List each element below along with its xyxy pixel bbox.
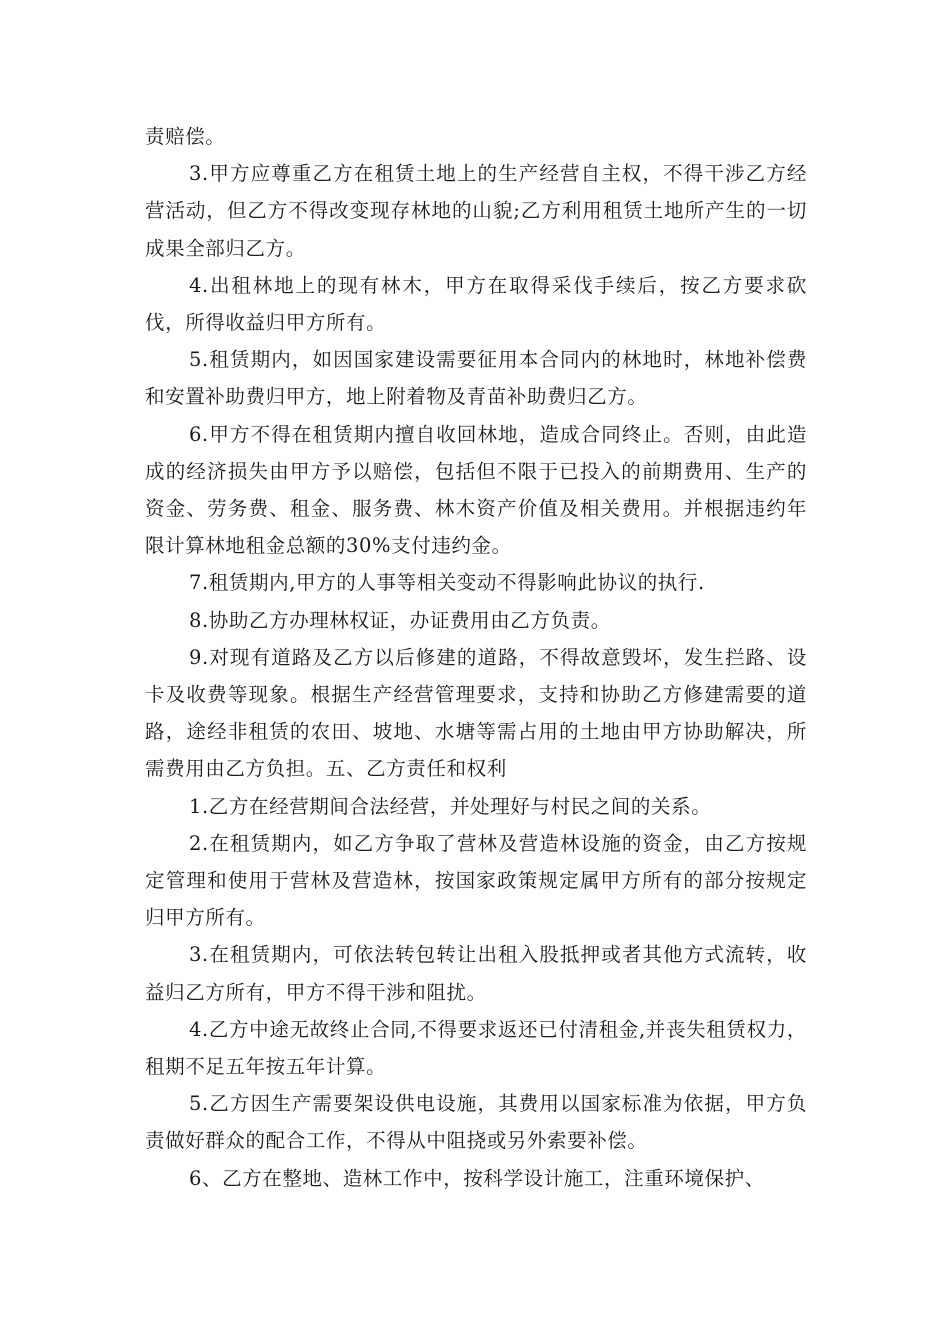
clause-4-8: 8.协助乙方办理林权证，办证费用由乙方负责。 xyxy=(189,608,611,632)
clause-5-3: 3.在租赁期内，可依法转包转让出租入股抵押或者其他方式流转，收益归乙方所有，甲方不得干涉和阻扰。 xyxy=(145,943,807,1004)
clause-4-4: 4.出租林地上的现有林木，甲方在取得采伐手续后，按乙方要求砍伐，所得收益归甲方所有。 xyxy=(145,273,807,335)
paragraph-continuation: 责赔偿。 xyxy=(145,125,226,148)
clause-5-6: 6、乙方在整地、造林工作中，按科学设计施工，注重环境保护、 xyxy=(189,1166,765,1190)
clause-5-5: 5.乙方因生产需要架设供电设施，其费用以国家标准为依据，甲方负责做好群众的配合工作，不得从中阻挠或另外索要补偿。 xyxy=(145,1092,807,1153)
clause-5-1: 1.乙方在经营期间合法经营，并处理好与村民之间的关系。 xyxy=(189,794,712,818)
clause-5-2: 2.在租赁期内，如乙方争取了营林及营造林设施的资金，由乙方按规定管理和使用于营林及营造林，按国家政策规定属甲方所有的部分按规定归甲方所有。 xyxy=(145,831,807,930)
clause-4-6: 6.甲方不得在租赁期内擅自收回林地，造成合同终止。否则，由此造成的经济损失由甲方予以赔偿，包括但不限于已投入的前期费用、生产的资金、劳务费、租金、服务费、林木资产价值及相关费用。并根据违约年限计算林地租金总额的30%支付违约金。 xyxy=(145,422,807,558)
clause-5-4: 4.乙方中途无故终止合同,不得要求返还已付清租金,并丧失租赁权力，租期不足五年按五年计算。 xyxy=(145,1017,807,1079)
clause-4-7: 7.租赁期内,甲方的人事等相关变动不得影响此协议的执行. xyxy=(189,571,705,595)
clause-4-5: 5.租赁期内，如因国家建设需要征用本合同内的林地时，林地补偿费和安置补助费归甲方，地上附着物及青苗补助费归乙方。 xyxy=(145,348,807,409)
clause-4-9: 9.对现有道路及乙方以后修建的道路，不得故意毁坏，发生拦路、设卡及收费等现象。根据生产经营管理要求，支持和协助乙方修建需要的道路，途经非租赁的农田、坡地、水塘等需占用的土地由甲方协助解决，所需费用由乙方负担。五、乙方责任和权利 xyxy=(145,645,807,781)
document-page xyxy=(145,118,807,1197)
clause-4-3: 3.甲方应尊重乙方在租赁土地上的生产经营自主权，不得干涉乙方经营活动，但乙方不得改变现存林地的山貌;乙方利用租赁土地所产生的一切成果全部归乙方。 xyxy=(145,162,807,260)
